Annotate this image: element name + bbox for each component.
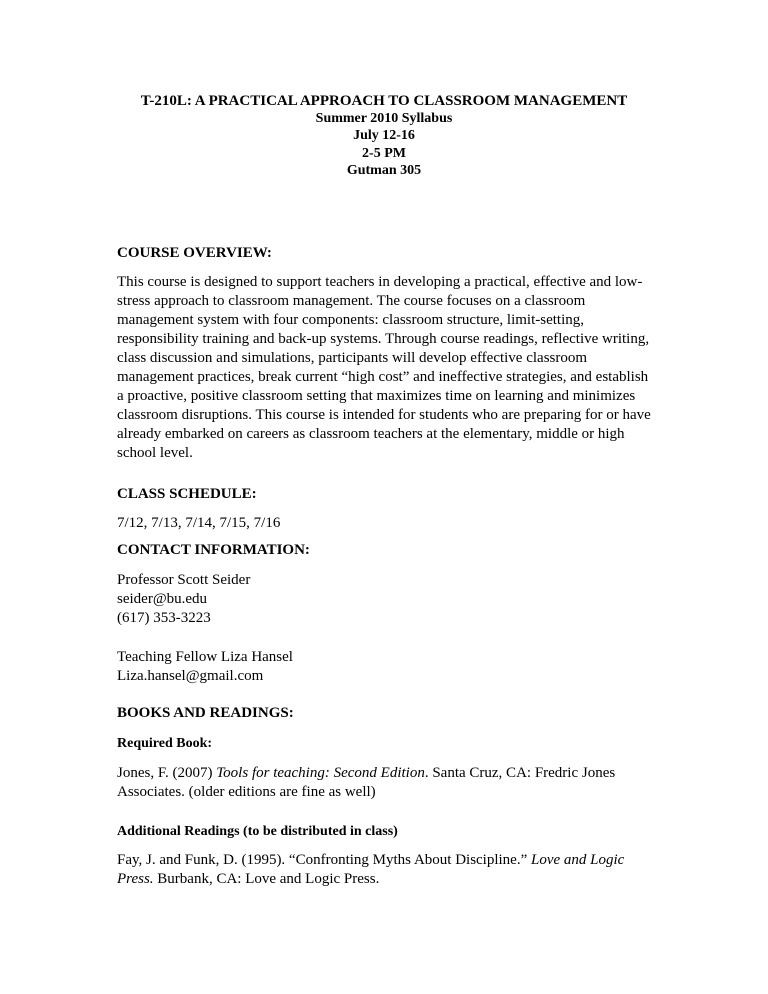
required-book-heading: Required Book: — [117, 736, 213, 751]
course-term: Summer 2010 Syllabus — [315, 111, 453, 127]
overview-line: This course is designed to support teachers in developing a practical, effective and low- — [117, 274, 643, 290]
syllabus-header — [0, 93, 768, 179]
publication-title: Love and Logic — [531, 852, 625, 868]
citation-text: Jones, F. (2007) — [117, 765, 217, 781]
overview-line: stress approach to classroom management. The course focuses on a classroom — [117, 293, 586, 309]
schedule-heading: CLASS SCHEDULE: — [117, 486, 257, 502]
overview-line: school level. — [117, 445, 193, 461]
citation-text: . Santa Cruz, CA: Fredric Jones — [424, 765, 616, 781]
citation-text: Fay, J. and Funk, D. (1995). “Confronting Myths About Discipline.” — [117, 852, 532, 868]
overview-line: management system with four components: classroom structure, limit-setting, — [117, 312, 584, 328]
professor-contact — [117, 571, 657, 628]
course-time: 2-5 PM — [362, 145, 406, 161]
book-title: Tools for teaching: Second Edition — [216, 765, 425, 781]
course-title: T-210L: A PRACTICAL APPROACH TO CLASSROOM MANAGEMENT — [140, 93, 628, 109]
overview-line: management practices, break current “high cost” and ineffective strategies, and establish — [117, 369, 649, 385]
overview-line: already embarked on careers as classroom teachers at the elementary, middle or high — [117, 426, 625, 442]
publication-title: Press. — [117, 871, 154, 887]
additional-readings-heading: Additional Readings (to be distributed in class) — [117, 824, 398, 839]
fellow-contact — [117, 648, 657, 686]
course-location: Gutman 305 — [346, 162, 422, 178]
fellow-email: Liza.hansel@gmail.com — [117, 668, 264, 684]
overview-line: responsibility training and back-up systems. Through course readings, reflective writing, — [117, 331, 650, 347]
professor-phone: (617) 353-3223 — [117, 610, 211, 626]
contact-heading: CONTACT INFORMATION: — [117, 542, 310, 558]
schedule-dates: 7/12, 7/13, 7/14, 7/15, 7/16 — [117, 515, 281, 531]
books-heading: BOOKS AND READINGS: — [117, 705, 294, 721]
overview-line: class discussion and simulations, participants will develop effective classroom — [117, 350, 588, 366]
required-book-citation — [117, 764, 657, 802]
course-dates: July 12-16 — [353, 128, 415, 144]
fellow-name: Teaching Fellow Liza Hansel — [117, 649, 293, 665]
professor-email: seider@bu.edu — [117, 591, 208, 607]
overview-paragraph — [117, 273, 657, 463]
overview-heading: COURSE OVERVIEW: — [117, 245, 272, 261]
overview-line: a proactive, positive classroom setting that maximizes time on learning and minimizes — [117, 388, 636, 404]
professor-name: Professor Scott Seider — [117, 572, 251, 588]
additional-reading-citation — [117, 851, 657, 889]
citation-text: Burbank, CA: Love and Logic Press. — [153, 871, 380, 887]
citation-text: Associates. (older editions are fine as well) — [117, 784, 376, 800]
overview-line: classroom disruptions. This course is intended for students who are preparing for or have — [117, 407, 651, 423]
